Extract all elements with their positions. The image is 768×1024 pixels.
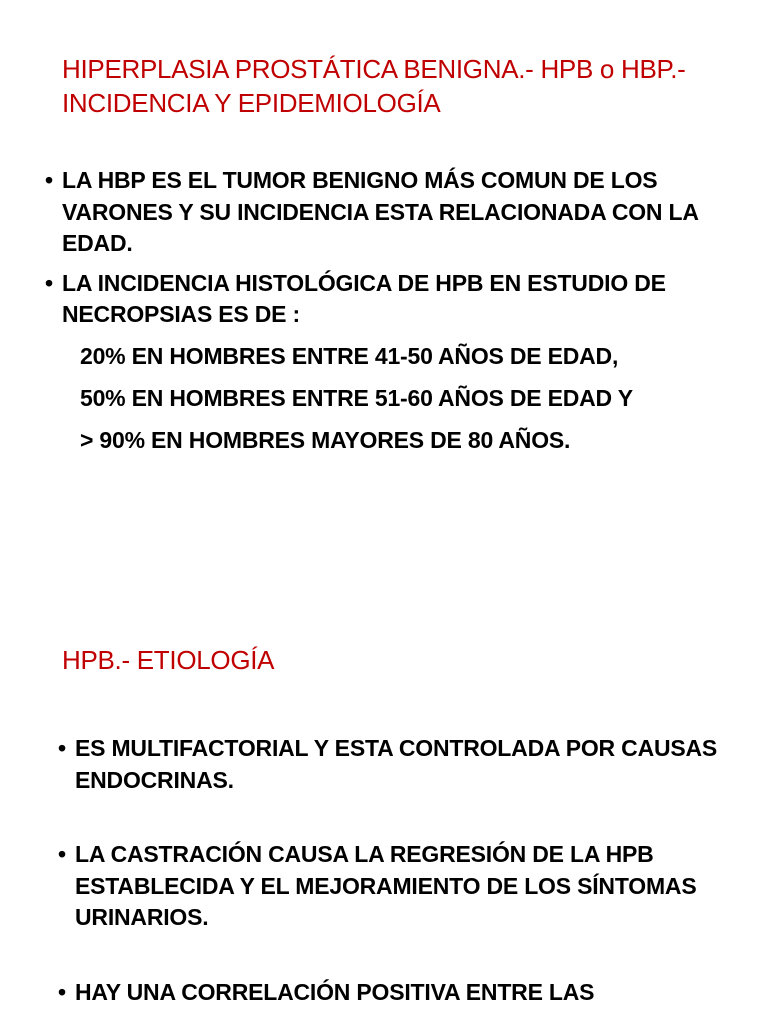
bullet-icon: • xyxy=(58,978,66,1005)
list-item xyxy=(45,268,722,331)
bullet-icon: • xyxy=(45,167,53,193)
bullet-icon: • xyxy=(45,269,53,296)
statistic-line-over-80: > 90% EN HOMBRES MAYORES DE 80 AÑOS. xyxy=(80,427,571,453)
list-item xyxy=(45,165,722,260)
list-item xyxy=(58,839,725,934)
bullet-icon: • xyxy=(58,735,66,761)
section-title-etiologia: HPB.- ETIOLOGÍA xyxy=(62,645,275,675)
bullet-text: HAY UNA CORRELACIÓN POSITIVA ENTRE LAS xyxy=(75,978,595,1005)
bullet-list-incidencia xyxy=(45,165,722,331)
bullet-text: LA HBP ES EL TUMOR BENIGNO MÁS COMUN DE LOS VARONES Y SU INCIDENCIA ESTA RELACIONADA CON LA EDAD. xyxy=(62,167,698,256)
statistic-line-41-50: 20% EN HOMBRES ENTRE 41-50 AÑOS DE EDAD, xyxy=(80,343,619,369)
bullet-text: LA INCIDENCIA HISTOLÓGICA DE HPB EN ESTUDIO DE NECROPSIAS ES DE : xyxy=(62,269,666,327)
section-title-incidencia: HIPERPLASIA PROSTÁTICA BENIGNA.- HPB o HBP.- INCIDENCIA Y EPIDEMIOLOGÍA xyxy=(62,54,686,118)
bullet-text: ES MULTIFACTORIAL Y ESTA CONTROLADA POR CAUSAS ENDOCRINAS. xyxy=(75,735,718,793)
list-item xyxy=(58,733,725,796)
bullet-list-etiologia xyxy=(58,733,725,1008)
statistic-line-51-60: 50% EN HOMBRES ENTRE 51-60 AÑOS DE EDAD Y xyxy=(80,385,633,411)
bullet-icon: • xyxy=(58,841,66,867)
bullet-text: LA CASTRACIÓN CAUSA LA REGRESIÓN DE LA HPB ESTABLECIDA Y EL MEJORAMIENTO DE LOS SÍNTOMAS URINARIOS. xyxy=(75,841,697,930)
list-item xyxy=(58,977,725,1009)
